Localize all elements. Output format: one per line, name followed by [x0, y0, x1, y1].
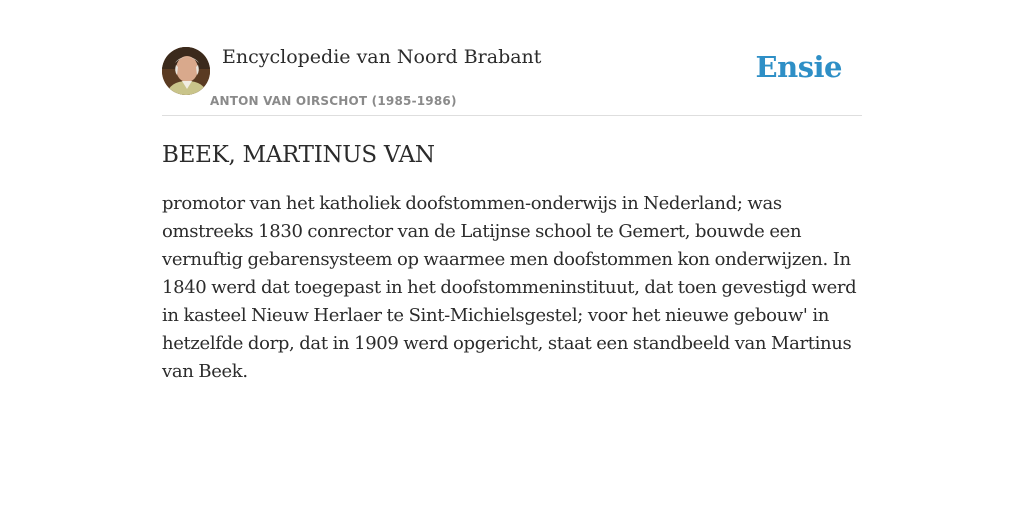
book-title-link[interactable]: Encyclopedie van Noord Brabant	[222, 46, 542, 68]
author-name[interactable]: ANTON VAN OIRSCHOT (1985-1986)	[210, 94, 457, 108]
author-portrait-icon[interactable]	[162, 47, 210, 95]
entry-body: promotor van het katholiek doofstommen-onderwijs in Nederland; was omstreeks 1830 conrector van de Latijnse school te Gemert, bouwde een vernuftig gebarensysteem op waarmee men doofstommen kon onderwijzen. In 1840 werd dat toegepast in het doofstommeninstituut, dat toen gevestigd werd in kasteel Nieuw Herlaer te Sint-Michielsgestel; voor het nieuwe gebouw' in hetzelfde dorp, dat in 1909 werd opgericht, staat een standbeeld van Martinus van Beek.	[162, 193, 857, 382]
ensie-logo[interactable]: Ensie	[755, 50, 842, 84]
entry-card	[162, 40, 862, 386]
entry-header	[162, 40, 862, 116]
entry-title: BEEK, MARTINUS VAN	[162, 142, 435, 168]
